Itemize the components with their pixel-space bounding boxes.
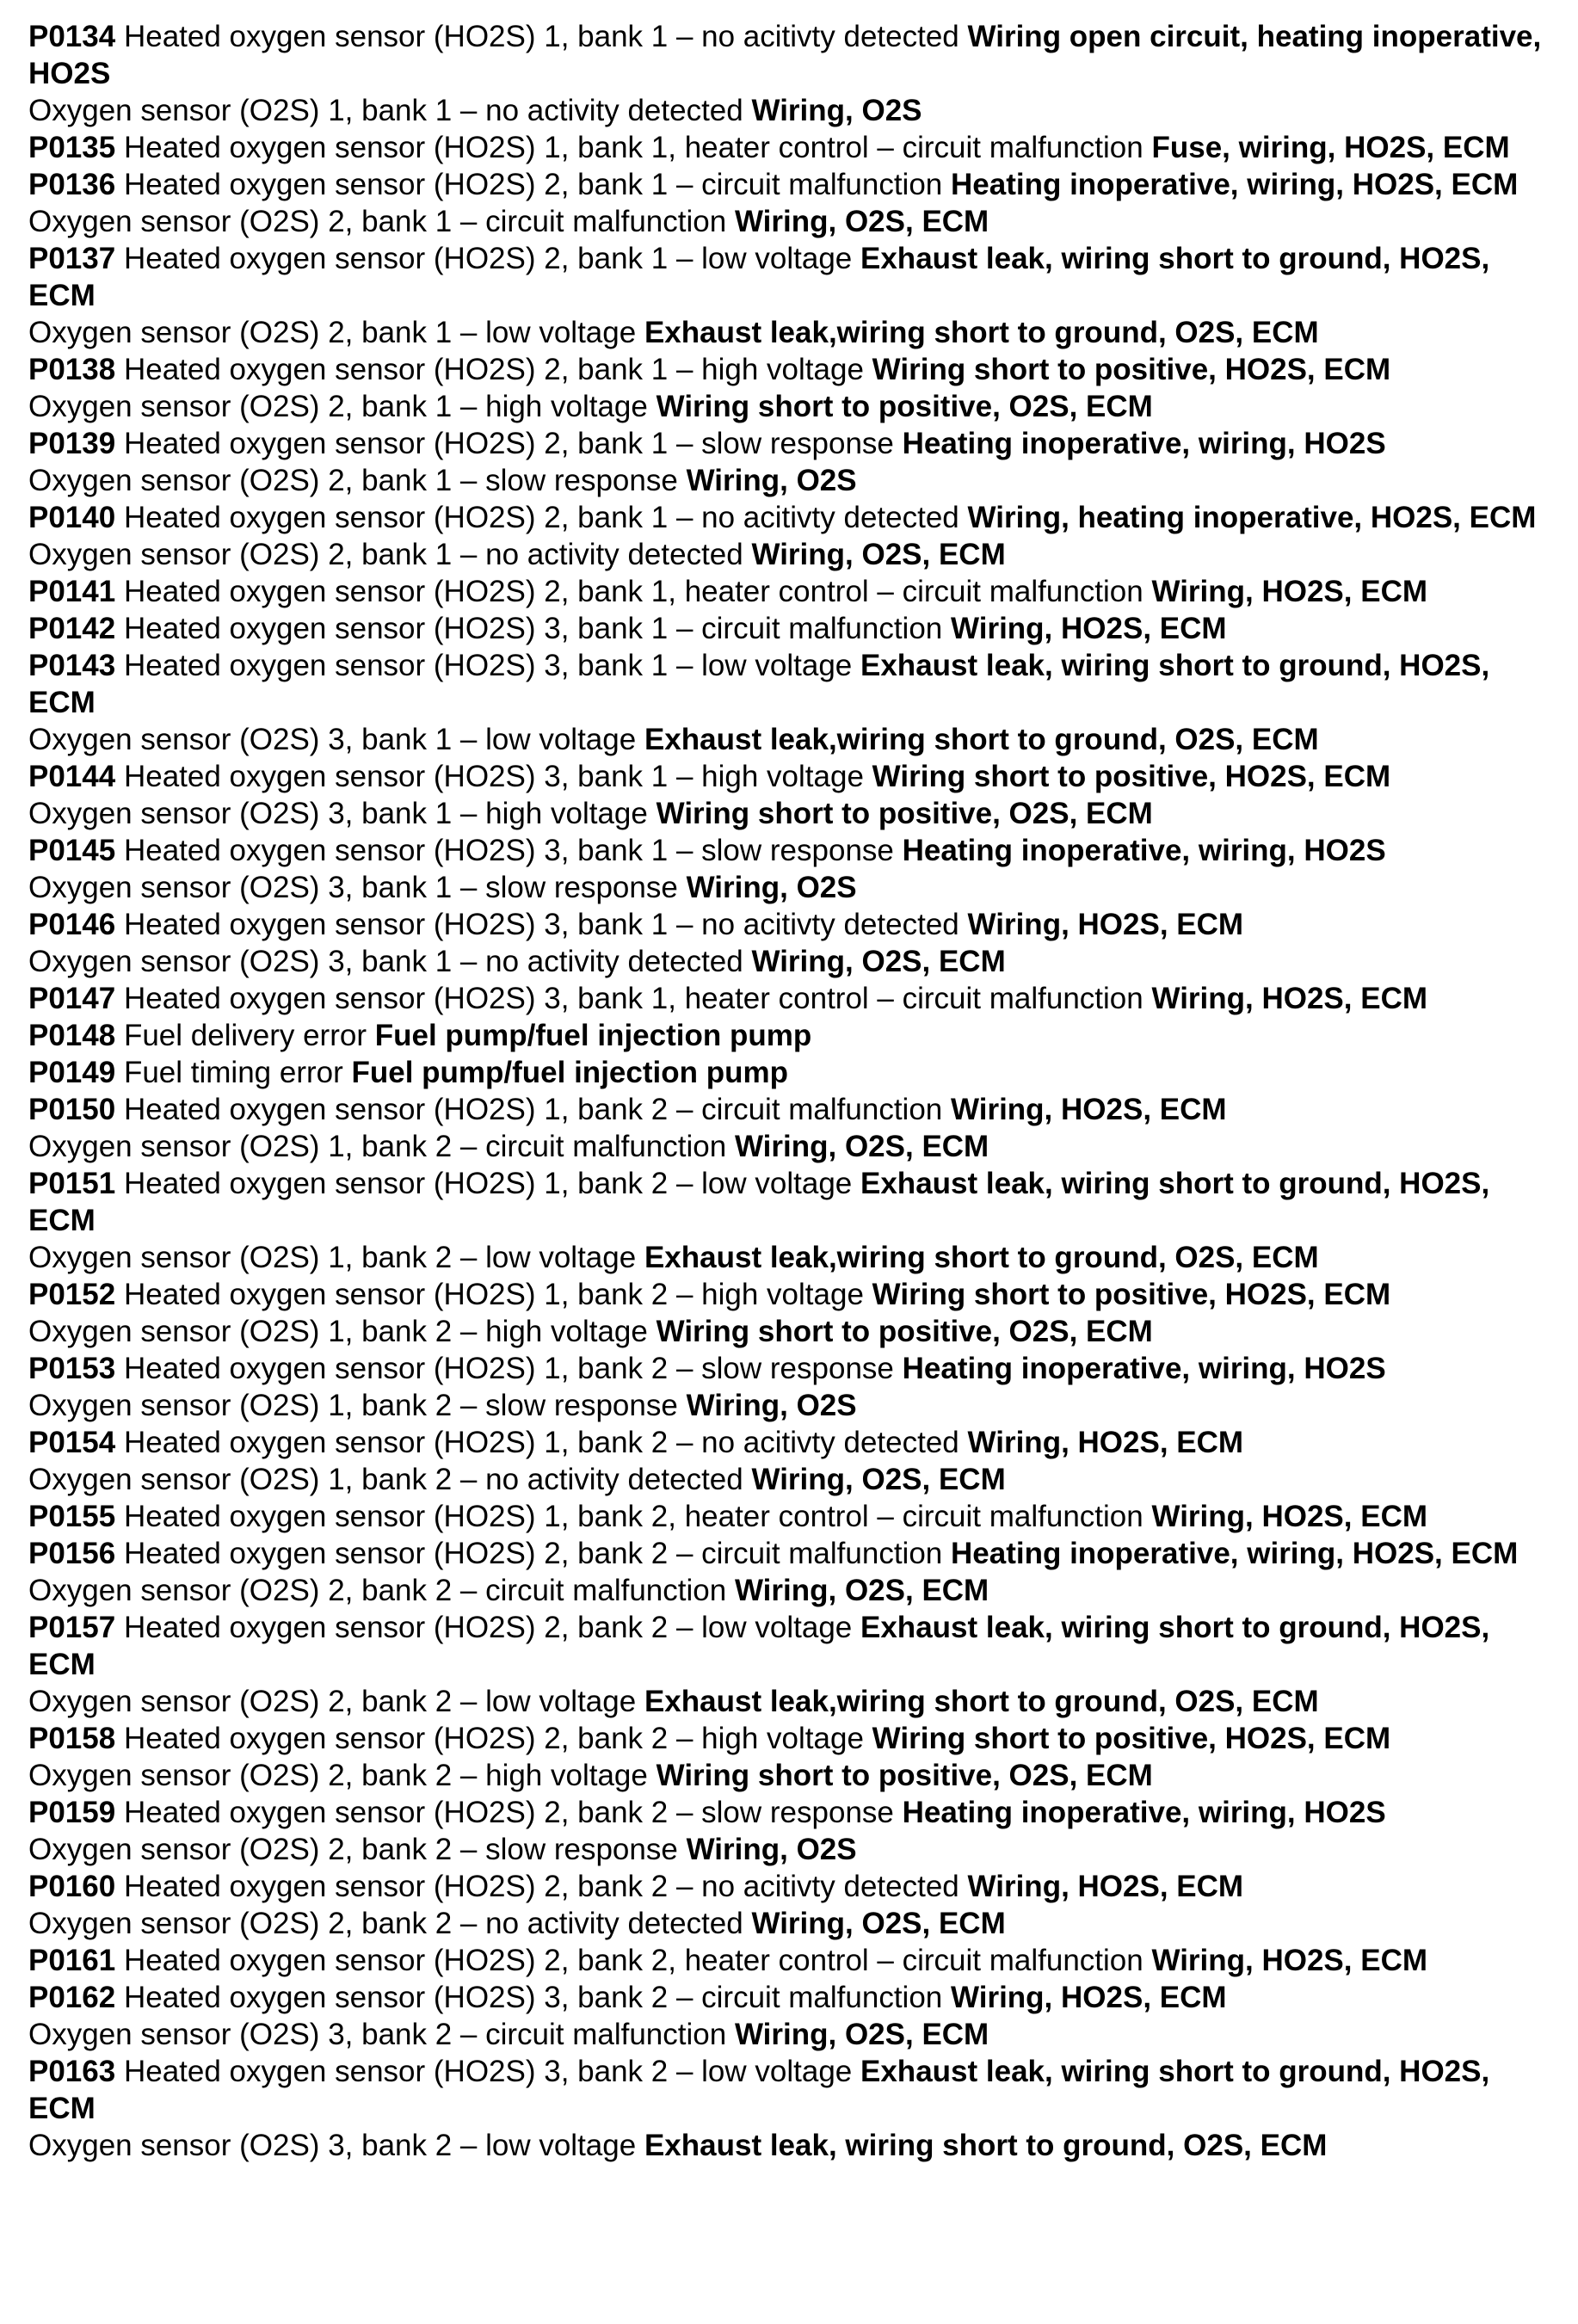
dtc-code: P0140 bbox=[28, 501, 116, 534]
dtc-probable-cause: Wiring, heating inoperative, HO2S, ECM bbox=[967, 501, 1537, 534]
dtc-code: P0145 bbox=[28, 834, 116, 867]
dtc-entry bbox=[28, 1609, 1552, 1683]
dtc-entry bbox=[28, 1683, 1552, 1720]
dtc-description: Heated oxygen sensor (HO2S) 2, bank 1 – low voltage bbox=[123, 242, 853, 275]
dtc-probable-cause: Wiring, HO2S, ECM bbox=[967, 1426, 1244, 1459]
dtc-probable-cause: Exhaust leak,wiring short to ground, O2S, ECM bbox=[644, 1685, 1319, 1718]
dtc-description: Oxygen sensor (O2S) 2, bank 2 – slow response bbox=[28, 1833, 678, 1866]
dtc-entry bbox=[28, 573, 1552, 610]
dtc-probable-cause: Wiring, HO2S, ECM bbox=[1151, 982, 1428, 1015]
dtc-code: P0149 bbox=[28, 1056, 116, 1089]
dtc-code: P0154 bbox=[28, 1426, 116, 1459]
dtc-description: Oxygen sensor (O2S) 3, bank 2 – circuit malfunction bbox=[28, 2018, 727, 2051]
dtc-probable-cause: Wiring short to positive, O2S, ECM bbox=[656, 390, 1153, 423]
dtc-entry bbox=[28, 795, 1552, 832]
dtc-description: Heated oxygen sensor (HO2S) 2, bank 1 – slow response bbox=[123, 427, 894, 460]
dtc-description: Heated oxygen sensor (HO2S) 2, bank 2 – circuit malfunction bbox=[123, 1537, 943, 1570]
dtc-entry bbox=[28, 1757, 1552, 1794]
dtc-probable-cause: Wiring, O2S bbox=[686, 871, 857, 904]
dtc-entry bbox=[28, 1017, 1552, 1054]
dtc-code: P0148 bbox=[28, 1019, 116, 1052]
dtc-probable-cause: Wiring short to positive, HO2S, ECM bbox=[872, 1722, 1391, 1755]
dtc-code: P0141 bbox=[28, 575, 116, 608]
dtc-code: P0162 bbox=[28, 1981, 116, 2014]
dtc-probable-cause: Wiring, HO2S, ECM bbox=[951, 612, 1227, 645]
dtc-description: Oxygen sensor (O2S) 1, bank 2 – high voltage bbox=[28, 1315, 648, 1348]
dtc-entry bbox=[28, 166, 1552, 203]
dtc-entry bbox=[28, 92, 1552, 129]
dtc-description: Fuel delivery error bbox=[123, 1019, 367, 1052]
dtc-code: P0144 bbox=[28, 760, 116, 793]
dtc-entry bbox=[28, 2053, 1552, 2127]
dtc-probable-cause: Fuel pump/fuel injection pump bbox=[374, 1019, 812, 1052]
dtc-description: Oxygen sensor (O2S) 2, bank 1 – slow response bbox=[28, 464, 678, 497]
dtc-description: Heated oxygen sensor (HO2S) 3, bank 1 – no acitivty detected bbox=[123, 908, 959, 941]
dtc-description: Oxygen sensor (O2S) 2, bank 2 – circuit malfunction bbox=[28, 1574, 727, 1607]
dtc-probable-cause: Wiring short to positive, O2S, ECM bbox=[656, 1315, 1153, 1348]
dtc-entry bbox=[28, 1868, 1552, 1905]
dtc-description: Heated oxygen sensor (HO2S) 3, bank 1 – slow response bbox=[123, 834, 894, 867]
dtc-description: Oxygen sensor (O2S) 1, bank 2 – circuit malfunction bbox=[28, 1130, 727, 1163]
dtc-probable-cause: Exhaust leak,wiring short to ground, O2S, ECM bbox=[644, 723, 1319, 756]
dtc-probable-cause: Wiring, HO2S, ECM bbox=[967, 908, 1244, 941]
dtc-probable-cause: Wiring, O2S, ECM bbox=[734, 2018, 989, 2051]
dtc-description: Oxygen sensor (O2S) 2, bank 2 – no activity detected bbox=[28, 1907, 743, 1940]
dtc-description: Oxygen sensor (O2S) 2, bank 1 – circuit malfunction bbox=[28, 205, 727, 238]
dtc-description: Heated oxygen sensor (HO2S) 1, bank 2 – no acitivty detected bbox=[123, 1426, 959, 1459]
dtc-code: P0163 bbox=[28, 2055, 116, 2088]
dtc-description: Heated oxygen sensor (HO2S) 2, bank 2 – slow response bbox=[123, 1796, 894, 1829]
dtc-code: P0137 bbox=[28, 242, 116, 275]
dtc-description: Heated oxygen sensor (HO2S) 1, bank 2, heater control – circuit malfunction bbox=[123, 1500, 1143, 1533]
dtc-description: Oxygen sensor (O2S) 3, bank 1 – no activity detected bbox=[28, 945, 743, 978]
dtc-probable-cause: Wiring open circuit, heating inoperative, HO2S bbox=[28, 20, 1542, 90]
dtc-description: Heated oxygen sensor (HO2S) 2, bank 2, heater control – circuit malfunction bbox=[123, 1944, 1143, 1977]
dtc-probable-cause: Wiring short to positive, O2S, ECM bbox=[656, 1759, 1153, 1792]
dtc-entry bbox=[28, 1091, 1552, 1128]
dtc-code: P0138 bbox=[28, 353, 116, 386]
dtc-probable-cause: Exhaust leak, wiring short to ground, HO2S, ECM bbox=[28, 2055, 1490, 2125]
dtc-description: Heated oxygen sensor (HO2S) 3, bank 1, heater control – circuit malfunction bbox=[123, 982, 1143, 1015]
dtc-probable-cause: Wiring, O2S bbox=[686, 464, 857, 497]
dtc-entry bbox=[28, 351, 1552, 388]
dtc-description: Oxygen sensor (O2S) 3, bank 1 – low voltage bbox=[28, 723, 637, 756]
dtc-entry bbox=[28, 1239, 1552, 1276]
dtc-code: P0158 bbox=[28, 1722, 116, 1755]
dtc-entry bbox=[28, 1387, 1552, 1424]
dtc-description: Heated oxygen sensor (HO2S) 2, bank 1, heater control – circuit malfunction bbox=[123, 575, 1143, 608]
dtc-code: P0161 bbox=[28, 1944, 116, 1977]
dtc-code: P0134 bbox=[28, 20, 116, 53]
dtc-description: Fuel timing error bbox=[123, 1056, 343, 1089]
dtc-entry bbox=[28, 980, 1552, 1017]
dtc-entry bbox=[28, 1276, 1552, 1313]
dtc-code: P0156 bbox=[28, 1537, 116, 1570]
dtc-entry bbox=[28, 1424, 1552, 1461]
dtc-description: Oxygen sensor (O2S) 2, bank 1 – low voltage bbox=[28, 316, 637, 349]
dtc-probable-cause: Fuse, wiring, HO2S, ECM bbox=[1151, 131, 1510, 164]
dtc-probable-cause: Wiring, O2S bbox=[686, 1389, 857, 1422]
dtc-entry bbox=[28, 203, 1552, 240]
dtc-code: P0142 bbox=[28, 612, 116, 645]
dtc-probable-cause: Heating inoperative, wiring, HO2S bbox=[902, 834, 1386, 867]
dtc-description: Heated oxygen sensor (HO2S) 1, bank 1, heater control – circuit malfunction bbox=[123, 131, 1143, 164]
dtc-code: P0160 bbox=[28, 1870, 116, 1903]
dtc-description: Heated oxygen sensor (HO2S) 1, bank 2 – high voltage bbox=[123, 1278, 864, 1311]
dtc-entry bbox=[28, 1535, 1552, 1572]
dtc-code: P0146 bbox=[28, 908, 116, 941]
dtc-entry bbox=[28, 1128, 1552, 1165]
dtc-entry bbox=[28, 129, 1552, 166]
dtc-entry bbox=[28, 1350, 1552, 1387]
dtc-entry bbox=[28, 906, 1552, 943]
dtc-probable-cause: Wiring, O2S, ECM bbox=[751, 538, 1006, 571]
dtc-probable-cause: Heating inoperative, wiring, HO2S bbox=[902, 427, 1386, 460]
dtc-probable-cause: Exhaust leak,wiring short to ground, O2S, ECM bbox=[644, 1241, 1319, 1274]
dtc-probable-cause: Wiring, O2S, ECM bbox=[751, 945, 1006, 978]
dtc-entry bbox=[28, 721, 1552, 758]
dtc-probable-cause: Wiring, O2S, ECM bbox=[734, 1574, 989, 1607]
dtc-probable-cause: Wiring short to positive, HO2S, ECM bbox=[872, 760, 1391, 793]
dtc-probable-cause: Heating inoperative, wiring, HO2S, ECM bbox=[951, 1537, 1519, 1570]
dtc-code: P0153 bbox=[28, 1352, 116, 1385]
dtc-probable-cause: Wiring, O2S, ECM bbox=[751, 1907, 1006, 1940]
dtc-probable-cause: Wiring, HO2S, ECM bbox=[1151, 1944, 1428, 1977]
dtc-description: Heated oxygen sensor (HO2S) 2, bank 2 – low voltage bbox=[123, 1611, 853, 1644]
dtc-description: Heated oxygen sensor (HO2S) 2, bank 1 – circuit malfunction bbox=[123, 168, 943, 201]
dtc-description: Heated oxygen sensor (HO2S) 1, bank 2 – circuit malfunction bbox=[123, 1093, 943, 1126]
dtc-entry bbox=[28, 1831, 1552, 1868]
dtc-description: Heated oxygen sensor (HO2S) 3, bank 1 – high voltage bbox=[123, 760, 864, 793]
dtc-entry bbox=[28, 1054, 1552, 1091]
dtc-entry bbox=[28, 832, 1552, 869]
dtc-entry bbox=[28, 499, 1552, 536]
dtc-probable-cause: Exhaust leak, wiring short to ground, HO2S, ECM bbox=[28, 242, 1490, 312]
dtc-entry bbox=[28, 1720, 1552, 1757]
dtc-entry bbox=[28, 1905, 1552, 1942]
dtc-description: Oxygen sensor (O2S) 3, bank 2 – low voltage bbox=[28, 2129, 637, 2162]
dtc-probable-cause: Wiring, O2S, ECM bbox=[734, 1130, 989, 1163]
dtc-description: Heated oxygen sensor (HO2S) 1, bank 1 – no acitivty detected bbox=[123, 20, 959, 53]
dtc-entry bbox=[28, 647, 1552, 721]
dtc-description: Oxygen sensor (O2S) 1, bank 2 – slow response bbox=[28, 1389, 678, 1422]
dtc-code: P0157 bbox=[28, 1611, 116, 1644]
dtc-probable-cause: Heating inoperative, wiring, HO2S bbox=[902, 1796, 1386, 1829]
dtc-description: Heated oxygen sensor (HO2S) 3, bank 2 – low voltage bbox=[123, 2055, 853, 2088]
dtc-entry bbox=[28, 462, 1552, 499]
dtc-entry bbox=[28, 1498, 1552, 1535]
dtc-description: Heated oxygen sensor (HO2S) 2, bank 1 – no acitivty detected bbox=[123, 501, 959, 534]
dtc-probable-cause: Wiring, HO2S, ECM bbox=[951, 1981, 1227, 2014]
dtc-entry bbox=[28, 425, 1552, 462]
dtc-entry bbox=[28, 240, 1552, 314]
dtc-entry bbox=[28, 869, 1552, 906]
dtc-probable-cause: Exhaust leak,wiring short to ground, O2S, ECM bbox=[644, 316, 1319, 349]
dtc-code: P0159 bbox=[28, 1796, 116, 1829]
dtc-code: P0150 bbox=[28, 1093, 116, 1126]
dtc-probable-cause: Exhaust leak, wiring short to ground, HO2S, ECM bbox=[28, 1611, 1490, 1681]
dtc-description: Oxygen sensor (O2S) 2, bank 1 – no activity detected bbox=[28, 538, 743, 571]
dtc-description: Oxygen sensor (O2S) 1, bank 2 – no activity detected bbox=[28, 1463, 743, 1496]
dtc-description: Heated oxygen sensor (HO2S) 3, bank 2 – circuit malfunction bbox=[123, 1981, 943, 2014]
dtc-code: P0155 bbox=[28, 1500, 116, 1533]
dtc-entry bbox=[28, 536, 1552, 573]
dtc-entry bbox=[28, 943, 1552, 980]
dtc-entry bbox=[28, 1165, 1552, 1239]
dtc-description: Heated oxygen sensor (HO2S) 2, bank 2 – no acitivty detected bbox=[123, 1870, 959, 1903]
dtc-probable-cause: Wiring short to positive, HO2S, ECM bbox=[872, 1278, 1391, 1311]
dtc-entry bbox=[28, 1313, 1552, 1350]
dtc-probable-cause: Wiring, O2S bbox=[751, 94, 922, 127]
dtc-code: P0143 bbox=[28, 649, 116, 682]
dtc-code: P0147 bbox=[28, 982, 116, 1015]
dtc-entry bbox=[28, 2016, 1552, 2053]
dtc-entry bbox=[28, 1979, 1552, 2016]
dtc-description: Oxygen sensor (O2S) 3, bank 1 – slow response bbox=[28, 871, 678, 904]
dtc-description: Oxygen sensor (O2S) 2, bank 1 – high voltage bbox=[28, 390, 648, 423]
dtc-description: Oxygen sensor (O2S) 1, bank 1 – no activity detected bbox=[28, 94, 743, 127]
dtc-description: Heated oxygen sensor (HO2S) 1, bank 2 – slow response bbox=[123, 1352, 894, 1385]
dtc-code: P0139 bbox=[28, 427, 116, 460]
dtc-code: P0135 bbox=[28, 131, 116, 164]
dtc-description: Oxygen sensor (O2S) 2, bank 2 – low voltage bbox=[28, 1685, 637, 1718]
dtc-entry bbox=[28, 314, 1552, 351]
dtc-description: Oxygen sensor (O2S) 1, bank 2 – low voltage bbox=[28, 1241, 637, 1274]
dtc-probable-cause: Heating inoperative, wiring, HO2S, ECM bbox=[951, 168, 1519, 201]
dtc-probable-cause: Wiring, HO2S, ECM bbox=[967, 1870, 1244, 1903]
dtc-probable-cause: Wiring short to positive, O2S, ECM bbox=[656, 797, 1153, 830]
dtc-entry bbox=[28, 388, 1552, 425]
dtc-entry bbox=[28, 1942, 1552, 1979]
dtc-entry bbox=[28, 758, 1552, 795]
dtc-entry bbox=[28, 2127, 1552, 2164]
dtc-entry bbox=[28, 1572, 1552, 1609]
dtc-probable-cause: Wiring, HO2S, ECM bbox=[951, 1093, 1227, 1126]
dtc-entry bbox=[28, 1794, 1552, 1831]
dtc-description: Heated oxygen sensor (HO2S) 1, bank 2 – low voltage bbox=[123, 1167, 853, 1200]
dtc-description: Heated oxygen sensor (HO2S) 2, bank 1 – high voltage bbox=[123, 353, 864, 386]
dtc-description: Oxygen sensor (O2S) 3, bank 1 – high voltage bbox=[28, 797, 648, 830]
dtc-probable-cause: Wiring, O2S, ECM bbox=[734, 205, 989, 238]
dtc-code: P0136 bbox=[28, 168, 116, 201]
dtc-probable-cause: Exhaust leak, wiring short to ground, HO2S, ECM bbox=[28, 1167, 1490, 1237]
dtc-probable-cause: Wiring, O2S, ECM bbox=[751, 1463, 1006, 1496]
dtc-probable-cause: Wiring, HO2S, ECM bbox=[1151, 575, 1428, 608]
dtc-probable-cause: Wiring, O2S bbox=[686, 1833, 857, 1866]
dtc-entry bbox=[28, 18, 1552, 92]
dtc-entry bbox=[28, 1461, 1552, 1498]
dtc-probable-cause: Wiring short to positive, HO2S, ECM bbox=[872, 353, 1391, 386]
dtc-probable-cause: Exhaust leak, wiring short to ground, O2S, ECM bbox=[644, 2129, 1328, 2162]
dtc-probable-cause: Heating inoperative, wiring, HO2S bbox=[902, 1352, 1386, 1385]
dtc-description: Oxygen sensor (O2S) 2, bank 2 – high voltage bbox=[28, 1759, 648, 1792]
dtc-code: P0151 bbox=[28, 1167, 116, 1200]
dtc-probable-cause: Wiring, HO2S, ECM bbox=[1151, 1500, 1428, 1533]
dtc-description: Heated oxygen sensor (HO2S) 3, bank 1 – circuit malfunction bbox=[123, 612, 943, 645]
dtc-entry bbox=[28, 610, 1552, 647]
dtc-probable-cause: Fuel pump/fuel injection pump bbox=[351, 1056, 788, 1089]
dtc-description: Heated oxygen sensor (HO2S) 2, bank 2 – high voltage bbox=[123, 1722, 864, 1755]
dtc-description: Heated oxygen sensor (HO2S) 3, bank 1 – low voltage bbox=[123, 649, 853, 682]
dtc-probable-cause: Exhaust leak, wiring short to ground, HO2S, ECM bbox=[28, 649, 1490, 719]
dtc-code: P0152 bbox=[28, 1278, 116, 1311]
